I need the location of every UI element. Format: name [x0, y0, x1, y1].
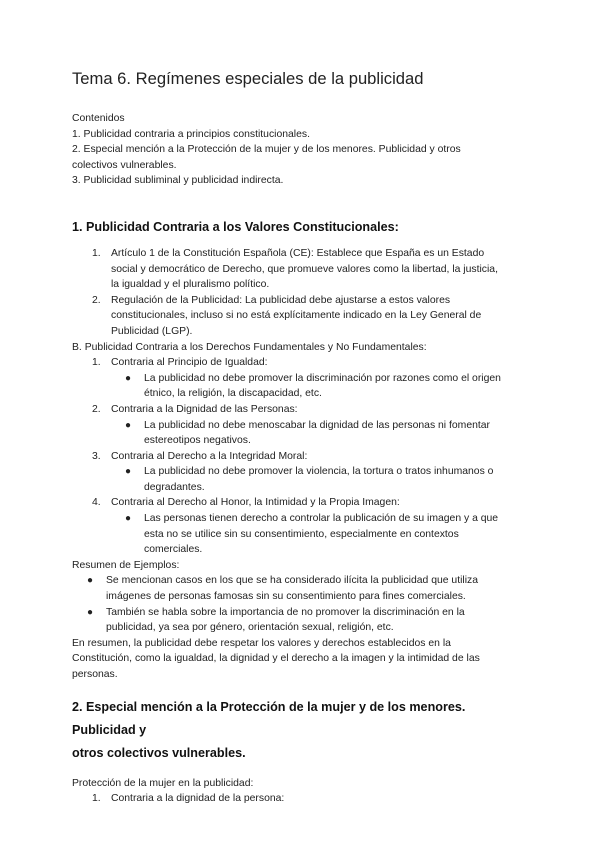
sub-list-item-text: Las personas tienen derecho a controlar la publicación de su imagen y a que — [144, 513, 499, 525]
summary-heading: Resumen de Ejemplos: — [72, 559, 180, 571]
summary-item-text: imágenes de personas famosas sin su consentimiento para fines comerciales. — [106, 591, 466, 603]
list-item — [72, 293, 532, 340]
list-item-label: Contraria a la dignidad de la persona: — [111, 793, 285, 805]
contents-item: 1. Publicidad contraria a principios constitucionales. — [72, 128, 310, 140]
list-item-text: Regulación de la Publicidad: La publicidad debe ajustarse a estos valores — [111, 294, 451, 306]
list-item — [72, 402, 532, 418]
list-item-text: Artículo 1 de la Constitución Española (CE): Establece que España es un Estado — [111, 247, 485, 259]
bullet-icon: ● — [125, 372, 132, 384]
summary-item — [72, 605, 532, 636]
conclusion-paragraph — [72, 636, 532, 683]
sub-list-item-text: La publicidad no debe promover la discriminación por razones como el origen — [144, 372, 501, 384]
list-marker: 2. — [92, 403, 101, 415]
contents-item: 3. Publicidad subliminal y publicidad indirecta. — [72, 175, 284, 187]
summary-item — [72, 573, 532, 604]
section-1-list-a — [72, 246, 532, 340]
sub-list-item — [72, 418, 532, 449]
list-marker: 2. — [92, 294, 101, 306]
list-item — [72, 791, 532, 807]
summary-item-text: Se mencionan casos en los que se ha considerado ilícita la publicidad que utiliza — [106, 575, 478, 587]
list-item-text: Publicidad (LGP). — [111, 325, 193, 337]
document-title: Tema 6. Regímenes especiales de la publicidad — [72, 69, 424, 88]
bullet-icon: ● — [87, 575, 94, 587]
conclusion-line: En resumen, la publicidad debe respetar los valores y derechos establecidos en la — [72, 637, 451, 649]
summary-list — [72, 573, 532, 635]
conclusion-line: personas. — [72, 669, 118, 680]
section-2-heading-line: 2. Especial mención a la Protección de la mujer y de los menores. Publicidad y — [72, 699, 466, 737]
list-item-label: Contraria al Derecho a la Integridad Moral: — [111, 450, 308, 462]
subheading-b: B. Publicidad Contraria a los Derechos Fundamentales y No Fundamentales: — [72, 341, 427, 353]
section-2-list — [72, 791, 532, 807]
list-marker: 4. — [92, 497, 101, 509]
sub-list-item-text: degradantes. — [144, 481, 205, 493]
bullet-icon: ● — [125, 419, 132, 431]
summary-item-text: publicidad, ya sea por género, orientación sexual, religión, etc. — [106, 622, 394, 634]
sub-list-item-text: La publicidad no debe promover la violencia, la tortura o tratos inhumanos o — [144, 466, 494, 478]
list-item-text: constitucionales, incluso si no está explícitamente indicado en la Ley General de — [111, 310, 482, 322]
list-item-label: Contraria al Derecho al Honor, la Intimidad y la Propia Imagen: — [111, 497, 400, 509]
list-marker: 1. — [92, 247, 101, 259]
sub-list-item-text: étnico, la religión, la discapacidad, etc. — [144, 388, 322, 400]
section-2-heading — [72, 696, 532, 765]
list-item — [72, 246, 532, 293]
sub-list-item — [72, 464, 532, 495]
sub-list-item-text: estereotipos negativos. — [144, 435, 251, 447]
bullet-icon: ● — [125, 466, 132, 478]
sub-list-item — [72, 511, 532, 558]
section-2-heading-line: otros colectivos vulnerables. — [72, 745, 246, 760]
list-item-label: Contraria a la Dignidad de las Personas: — [111, 403, 298, 415]
document-page — [72, 68, 532, 807]
sub-list-item-text: La publicidad no debe menoscabar la dignidad de las personas ni fomentar — [144, 419, 491, 431]
bullet-icon: ● — [125, 513, 132, 525]
summary-item-text: También se habla sobre la importancia de no promover la discriminación en la — [106, 606, 465, 618]
bullet-icon: ● — [87, 606, 94, 618]
list-item — [72, 495, 532, 511]
list-marker: 1. — [92, 357, 101, 369]
section-1-list-b — [72, 355, 532, 558]
section-1-heading: 1. Publicidad Contraria a los Valores Constitucionales: — [72, 219, 399, 234]
list-item — [72, 355, 532, 371]
sub-list-item-text: esta no se utilice sin su consentimiento, especialmente en contextos — [144, 528, 459, 540]
list-item — [72, 449, 532, 465]
list-item-text: la igualdad y el pluralismo político. — [111, 279, 270, 291]
contents-item: 2. Especial mención a la Protección de la mujer y de los menores. Publicidad y otros — [72, 144, 461, 156]
contents-block — [72, 111, 532, 189]
conclusion-line: Constitución, como la igualdad, la dignidad y el derecho a la imagen y la intimidad de las — [72, 653, 480, 665]
sub-list-item-text: comerciales. — [144, 544, 203, 556]
list-item-text: social y democrático de Derecho, que promueve valores como la libertad, la justicia, — [111, 263, 498, 275]
list-marker: 1. — [92, 793, 101, 805]
sub-list-item — [72, 371, 532, 402]
section-2-intro: Protección de la mujer en la publicidad: — [72, 777, 254, 789]
contents-heading: Contenidos — [72, 113, 125, 124]
list-item-label: Contraria al Principio de Igualdad: — [111, 357, 268, 369]
list-marker: 3. — [92, 450, 101, 462]
contents-item: colectivos vulnerables. — [72, 159, 177, 171]
